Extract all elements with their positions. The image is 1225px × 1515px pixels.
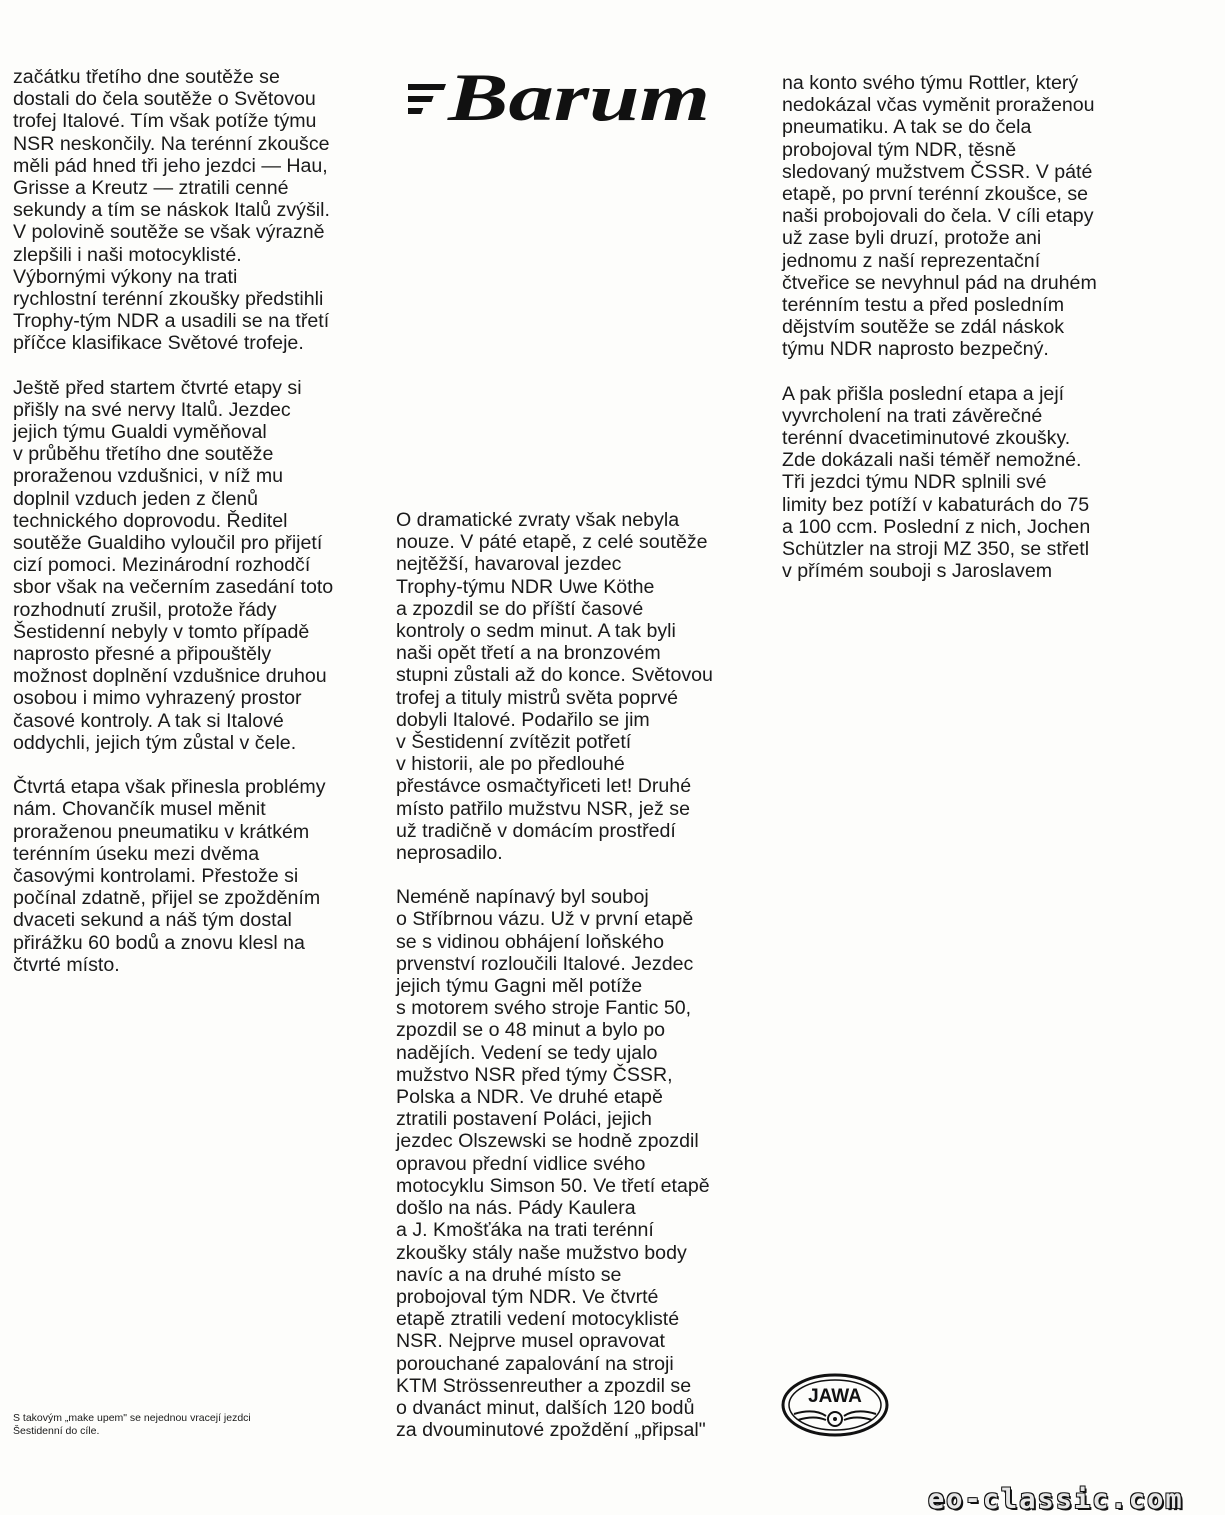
paragraph: Ještě před startem čtvrté etapy si přišly na své nervy Italů. Jezdec jejich týmu Gualdi vyměňoval v průběhu třetího dne soutěže proraženou vzdušnici, v níž mu doplnil vzduch jeden z členů technického doprovodu. Ředitel soutěže Gualdiho vyloučil pro přijetí cizí pomoci. Mezinárodní rozhodčí sbor však na večerním zasedání toto rozhodnutí zrušil, protože řády Šestidenní nebyly v tomto případě naprosto přesné a připouštěly možnost doplnění vzdušnice druhou osobou i mimo vyhrazený prostor časové kontroly. A tak si Italové oddychli, jejich tým zůstal v čele.	[13, 376, 334, 754]
paragraph: Neméně napínavý byl souboj o Stříbrnou vázu. Už v první etapě se s vidinou obhájení loňského prvenství rozloučili Italové. Jezdec jejich týmu Gagni měl potíže s motorem svého stroje Fantic 50, zpozdil se o 48 minut a bylo po nadějích. Vedení se tedy ujalo mužstvo NSR před týmy ČSSR, Polska a NDR. Ve druhé etapě ztratili postavení Poláci, jejich jezdec Olszewski se hodně zpozdil opravou přední vidlice svého motocyklu Simson 50. Ve třetí etapě došlo na nás. Pády Kaulera a J. Kmošťáka na trati terénní zkoušky stály naše mužstvo body navíc a na druhé místo se probojoval tým NDR. Ve čtvrté etapě ztratili vedení motocyklisté NSR. Nejprve musel opravovat porouchané zapalování na stroji KTM Strössenreuther a zpozdil se o dvanáct minut, dalších 120 bodů za dvouminutové zpoždění „připsal"	[396, 886, 710, 1442]
text-column-1	[13, 66, 383, 998]
watermark: eo-classic.com	[928, 1484, 1184, 1515]
text-column-3	[782, 72, 1152, 604]
barum-logo	[408, 62, 718, 134]
paragraph: na konto svého týmu Rottler, který nedokázal včas vyměnit proraženou pneumatiku. A tak se do čela probojoval tým NDR, těsně sledovaný mužstvem ČSSR. V páté etapě, po první terénní zkoušce, se naši probojovali do čela. V cíli etapy už zase byli druzí, protože ani jednomu z naší reprezentační čtveřice se nevyhnul pád na druhém terénním testu a před posledním dějstvím soutěže se zdál náskok týmu NDR naprosto bezpečný.	[782, 72, 1097, 361]
paragraph: O dramatické zvraty však nebyla nouze. V páté etapě, z celé soutěže nejtěžší, havaroval jezdec Trophy-týmu NDR Uwe Köthe a zpozdil se do příští časové kontroly o sedm minut. A tak byli naši opět třetí a na bronzovém stupni zůstali až do konce. Světovou trofej a tituly mistrů světa poprvé dobyli Italové. Podařilo se jim v Šestidenní zvítězit potřetí v historii, ale po předlouhé přestávce osmačtyřiceti let! Druhé místo patřilo mužstvu NSR, jež se už tradičně v domácím prostředí neprosadilo.	[396, 509, 713, 865]
paragraph: A pak přišla poslední etapa a její vyvrcholení na trati závěrečné terénní dvacetiminutové zkoušky. Zde dokázali naši téměř nemožné. Tři jezdci týmu NDR splnili své limity bez potíží v kabaturách do 75 a 100 ccm. Poslední z nich, Jochen Schützler na stroji MZ 350, se střetl v přímém souboji s Jaroslavem	[782, 382, 1091, 583]
jawa-logo-text: JAWA	[808, 1386, 862, 1407]
photo-caption: S takovým „make upem" se nejednou vracejí jezdci Šestidenní do cíle.	[13, 1412, 251, 1437]
barum-logo-text: Barum	[446, 62, 710, 134]
text-column-2	[396, 509, 766, 1463]
jawa-logo	[780, 1372, 890, 1438]
paragraph: začátku třetího dne soutěže se dostali do čela soutěže o Světovou trofej Italové. Tím však potíže týmu NSR neskončily. Na terénní zkoušce měli pád hned tři jeho jezdci — Hau, Grisse a Kreutz — ztratili cenné sekundy a tím se náskok Italů zvýšil. V polovině soutěže se však výrazně zlepšili i naši motocyklisté. Výbornými výkony na trati rychlostní terénní zkoušky předstihli Trophy-tým NDR a usadili se na třetí příčce klasifikace Světové trofeje.	[13, 66, 330, 355]
paragraph: Čtvrtá etapa však přinesla problémy nám. Chovančík musel měnit proraženou pneumatiku v krátkém terénním úseku mezi dvěma časovými kontrolami. Přestože si počínal zdatně, přijel se zpožděním dvaceti sekund a náš tým dostal přirážku 60 bodů a znovu klesl na čtvrté místo.	[13, 776, 326, 976]
